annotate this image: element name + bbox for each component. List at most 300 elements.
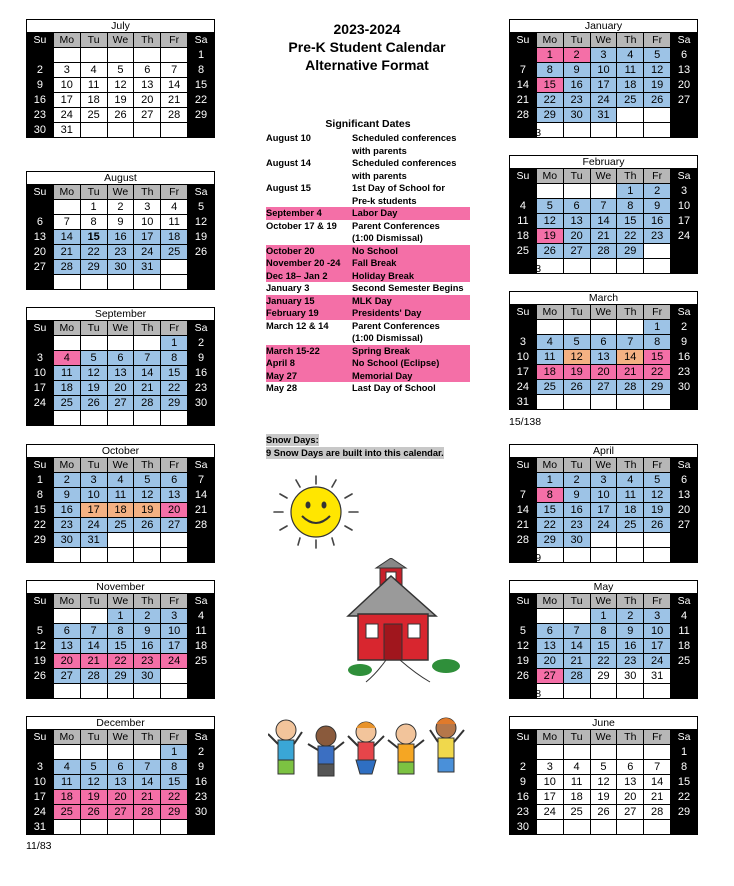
weekday-header: Su — [27, 730, 54, 745]
month-january — [509, 19, 698, 138]
day-cell: 5 — [80, 351, 107, 366]
weekday-header: We — [107, 185, 134, 200]
week-row — [27, 820, 215, 835]
event-row — [266, 232, 470, 245]
empty-cell — [53, 275, 80, 290]
month-july — [26, 19, 215, 138]
day-cell: 26 — [107, 108, 134, 123]
day-cell: 27 — [134, 108, 161, 123]
weekday-header: Fr — [161, 594, 188, 609]
day-cell: 30 — [188, 805, 215, 820]
weekday-header: Su — [510, 594, 537, 609]
event-row — [266, 157, 470, 170]
day-cell: 20 — [617, 790, 644, 805]
day-cell: 31 — [27, 820, 54, 835]
day-cell: 25 — [563, 805, 590, 820]
day-cell: 31 — [644, 669, 671, 684]
day-cell: 16 — [188, 775, 215, 790]
event-row — [266, 132, 470, 145]
weekday-header: Mo — [53, 458, 80, 473]
week-row — [27, 684, 215, 699]
day-cell: 8 — [161, 351, 188, 366]
day-cell: 21 — [53, 245, 80, 260]
day-cell: 1 — [536, 48, 563, 63]
empty-cell — [536, 820, 563, 835]
event-date: August 10 — [266, 133, 311, 143]
day-cell: 30 — [134, 669, 161, 684]
week-row — [510, 654, 698, 669]
week-row — [510, 518, 698, 533]
week-row — [27, 805, 215, 820]
ratio-january: 20/103 — [509, 127, 542, 139]
month-grid — [509, 168, 698, 274]
empty-cell — [161, 260, 188, 275]
day-cell: 3 — [510, 335, 537, 350]
day-cell: 27 — [617, 805, 644, 820]
empty-cell — [107, 820, 134, 835]
empty-cell — [80, 548, 107, 563]
empty-cell — [188, 275, 215, 290]
empty-cell — [80, 684, 107, 699]
empty-cell — [53, 48, 80, 63]
day-cell: 10 — [27, 366, 54, 381]
empty-cell — [134, 123, 161, 138]
week-row — [510, 790, 698, 805]
day-cell: 26 — [510, 669, 537, 684]
week-row — [27, 48, 215, 63]
day-cell: 10 — [590, 63, 617, 78]
weekday-header: We — [590, 730, 617, 745]
day-cell: 9 — [644, 199, 671, 214]
empty-cell — [53, 336, 80, 351]
weekday-header: Mo — [53, 321, 80, 336]
event-text: Presidents' Day — [352, 308, 422, 318]
week-row — [510, 669, 698, 684]
weekday-header: Su — [510, 169, 537, 184]
empty-cell — [134, 48, 161, 63]
day-cell: 8 — [671, 760, 698, 775]
empty-cell — [536, 320, 563, 335]
empty-cell — [161, 684, 188, 699]
empty-cell — [188, 669, 215, 684]
weekday-header: Su — [510, 730, 537, 745]
day-cell: 2 — [644, 184, 671, 199]
day-cell: 25 — [671, 654, 698, 669]
weekday-header: We — [107, 730, 134, 745]
day-cell: 8 — [188, 63, 215, 78]
empty-cell — [188, 411, 215, 426]
day-cell: 23 — [134, 654, 161, 669]
weekday-header: Su — [27, 321, 54, 336]
day-cell: 15 — [80, 230, 107, 245]
empty-cell — [161, 548, 188, 563]
weekday-header: We — [590, 169, 617, 184]
empty-cell — [53, 548, 80, 563]
week-row — [27, 336, 215, 351]
snow-days-heading: Snow Days: — [266, 435, 319, 445]
weekday-header: Mo — [536, 594, 563, 609]
week-row — [510, 624, 698, 639]
empty-cell — [510, 184, 537, 199]
day-cell: 22 — [161, 790, 188, 805]
day-cell: 22 — [536, 518, 563, 533]
empty-cell — [617, 123, 644, 138]
empty-cell — [536, 609, 563, 624]
day-cell: 12 — [644, 63, 671, 78]
weekday-header-row — [510, 458, 698, 473]
month-title: July — [26, 19, 215, 32]
empty-cell — [134, 820, 161, 835]
week-row — [27, 260, 215, 275]
day-cell: 15 — [617, 214, 644, 229]
day-cell: 25 — [161, 245, 188, 260]
weekday-header: Mo — [536, 730, 563, 745]
week-row — [27, 790, 215, 805]
day-cell: 4 — [617, 48, 644, 63]
week-row — [27, 351, 215, 366]
week-row — [510, 184, 698, 199]
weekday-header: Sa — [188, 33, 215, 48]
day-cell: 14 — [510, 503, 537, 518]
empty-cell — [134, 275, 161, 290]
day-cell: 5 — [188, 200, 215, 215]
day-cell: 10 — [80, 488, 107, 503]
ratio-august: 14 — [26, 279, 38, 291]
ratio-december: 11/83 — [26, 840, 52, 852]
weekday-header: Th — [134, 185, 161, 200]
day-cell: 15 — [536, 503, 563, 518]
weekday-header: Sa — [188, 730, 215, 745]
day-cell: 17 — [590, 78, 617, 93]
day-cell: 21 — [188, 503, 215, 518]
empty-cell — [188, 684, 215, 699]
day-cell: 5 — [80, 760, 107, 775]
ratio-september: 20/34 — [26, 415, 53, 427]
day-cell: 8 — [80, 215, 107, 230]
day-cell: 22 — [107, 654, 134, 669]
day-cell: 8 — [590, 624, 617, 639]
day-cell: 10 — [134, 215, 161, 230]
day-cell: 17 — [590, 503, 617, 518]
weekday-header: Mo — [53, 185, 80, 200]
day-cell: 19 — [80, 790, 107, 805]
empty-cell — [671, 395, 698, 410]
empty-cell — [617, 684, 644, 699]
day-cell: 7 — [134, 351, 161, 366]
week-row — [510, 78, 698, 93]
month-december — [26, 716, 215, 835]
month-grid — [509, 593, 698, 699]
day-cell: 28 — [510, 533, 537, 548]
event-date: April 8 — [266, 358, 295, 368]
empty-cell — [617, 259, 644, 274]
day-cell: 12 — [80, 775, 107, 790]
day-cell: 11 — [161, 215, 188, 230]
weekday-header: Fr — [161, 33, 188, 48]
day-cell: 5 — [563, 335, 590, 350]
day-cell: 22 — [671, 790, 698, 805]
day-cell: 30 — [188, 396, 215, 411]
day-cell: 3 — [644, 609, 671, 624]
event-text: Scheduled conferences — [352, 133, 457, 143]
empty-cell — [107, 548, 134, 563]
week-row — [27, 63, 215, 78]
day-cell: 17 — [644, 639, 671, 654]
day-cell: 29 — [107, 669, 134, 684]
day-cell: 7 — [590, 199, 617, 214]
day-cell: 22 — [188, 93, 215, 108]
day-cell: 4 — [80, 63, 107, 78]
weekday-header: We — [590, 305, 617, 320]
empty-cell — [161, 411, 188, 426]
weekday-header: Fr — [644, 458, 671, 473]
day-cell: 5 — [134, 473, 161, 488]
empty-cell — [590, 684, 617, 699]
day-cell: 12 — [563, 350, 590, 365]
day-cell: 27 — [563, 244, 590, 259]
empty-cell — [563, 820, 590, 835]
day-cell: 22 — [27, 518, 54, 533]
day-cell: 31 — [510, 395, 537, 410]
day-cell: 23 — [27, 108, 54, 123]
empty-cell — [161, 533, 188, 548]
day-cell: 2 — [617, 609, 644, 624]
week-row — [510, 335, 698, 350]
empty-cell — [53, 411, 80, 426]
day-cell: 19 — [644, 503, 671, 518]
day-cell: 20 — [27, 245, 54, 260]
month-title: April — [509, 444, 698, 457]
day-cell: 5 — [536, 199, 563, 214]
month-june — [509, 716, 698, 835]
empty-cell — [80, 609, 107, 624]
day-cell: 13 — [53, 639, 80, 654]
week-row — [510, 244, 698, 259]
empty-cell — [563, 184, 590, 199]
day-cell: 11 — [617, 488, 644, 503]
empty-cell — [563, 320, 590, 335]
week-row — [510, 199, 698, 214]
week-row — [27, 775, 215, 790]
month-title: September — [26, 307, 215, 320]
weekday-header-row — [27, 594, 215, 609]
day-cell: 20 — [134, 93, 161, 108]
empty-cell — [644, 745, 671, 760]
month-title: August — [26, 171, 215, 184]
day-cell: 17 — [53, 93, 80, 108]
day-cell: 30 — [510, 820, 537, 835]
day-cell: 26 — [27, 669, 54, 684]
event-row — [266, 170, 470, 183]
week-row — [510, 63, 698, 78]
month-grid — [26, 320, 215, 426]
empty-cell — [563, 609, 590, 624]
day-cell: 29 — [617, 244, 644, 259]
day-cell: 13 — [107, 775, 134, 790]
month-grid — [26, 729, 215, 835]
day-cell: 5 — [27, 624, 54, 639]
day-cell: 10 — [536, 775, 563, 790]
weekday-header: Sa — [188, 458, 215, 473]
day-cell: 20 — [107, 381, 134, 396]
day-cell: 30 — [27, 123, 54, 138]
empty-cell — [161, 275, 188, 290]
day-cell: 15 — [671, 775, 698, 790]
weekday-header: Tu — [80, 730, 107, 745]
day-cell: 14 — [161, 78, 188, 93]
day-cell: 25 — [510, 244, 537, 259]
event-text: Parent Conferences — [352, 320, 440, 331]
weekday-header: We — [590, 594, 617, 609]
month-title: December — [26, 716, 215, 729]
month-grid — [26, 32, 215, 138]
day-cell: 18 — [510, 229, 537, 244]
day-cell: 13 — [590, 350, 617, 365]
day-cell: 18 — [563, 790, 590, 805]
weekday-header: Fr — [161, 458, 188, 473]
day-cell: 7 — [644, 760, 671, 775]
week-row — [510, 488, 698, 503]
weekday-header: Su — [510, 305, 537, 320]
empty-cell — [671, 684, 698, 699]
weekday-header: Mo — [53, 594, 80, 609]
event-text: Spring Break — [352, 345, 410, 356]
day-cell: 21 — [134, 381, 161, 396]
day-cell: 29 — [27, 533, 54, 548]
day-cell: 8 — [644, 335, 671, 350]
empty-cell — [510, 745, 537, 760]
day-cell: 18 — [671, 639, 698, 654]
day-cell: 17 — [161, 639, 188, 654]
month-february — [509, 155, 698, 274]
month-november — [26, 580, 215, 699]
day-cell: 3 — [80, 473, 107, 488]
empty-cell — [27, 609, 54, 624]
event-row — [266, 295, 470, 308]
day-cell: 21 — [644, 790, 671, 805]
day-cell: 25 — [617, 518, 644, 533]
day-cell: 23 — [671, 365, 698, 380]
empty-cell — [27, 336, 54, 351]
event-text: Last Day of School — [352, 383, 436, 393]
calendar-title — [250, 20, 484, 74]
day-cell: 27 — [107, 396, 134, 411]
empty-cell — [188, 533, 215, 548]
day-cell: 15 — [107, 639, 134, 654]
week-row — [27, 381, 215, 396]
week-row — [510, 380, 698, 395]
weekday-header-row — [27, 185, 215, 200]
event-date: January 3 — [266, 283, 310, 293]
empty-cell — [671, 548, 698, 563]
empty-cell — [107, 48, 134, 63]
event-text: No School (Eclipse) — [352, 358, 440, 368]
day-cell: 3 — [590, 48, 617, 63]
weekday-header-row — [510, 33, 698, 48]
day-cell: 18 — [161, 230, 188, 245]
day-cell: 1 — [590, 609, 617, 624]
day-cell: 25 — [536, 380, 563, 395]
weekday-header: Th — [134, 458, 161, 473]
day-cell: 15 — [536, 78, 563, 93]
week-row — [27, 123, 215, 138]
weekday-header: Sa — [671, 169, 698, 184]
day-cell: 23 — [563, 93, 590, 108]
event-row — [266, 370, 470, 383]
day-cell: 23 — [563, 518, 590, 533]
day-cell: 22 — [617, 229, 644, 244]
day-cell: 30 — [671, 380, 698, 395]
day-cell: 15 — [27, 503, 54, 518]
day-cell: 20 — [671, 503, 698, 518]
empty-cell — [617, 320, 644, 335]
empty-cell — [671, 820, 698, 835]
day-cell: 11 — [671, 624, 698, 639]
day-cell: 7 — [188, 473, 215, 488]
snow-days-text: 9 Snow Days are built into this calendar. — [266, 448, 444, 458]
day-cell: 2 — [563, 48, 590, 63]
day-cell: 22 — [161, 381, 188, 396]
empty-cell — [188, 820, 215, 835]
day-cell: 19 — [134, 503, 161, 518]
day-cell: 6 — [617, 760, 644, 775]
weekday-header-row — [27, 33, 215, 48]
weekday-header: Sa — [671, 33, 698, 48]
weekday-header: Th — [617, 169, 644, 184]
day-cell: 29 — [80, 260, 107, 275]
event-date: Dec 18– Jan 2 — [266, 270, 328, 281]
week-row — [27, 411, 215, 426]
event-date: January 15 — [266, 295, 315, 306]
weekday-header: Sa — [188, 321, 215, 336]
month-grid — [509, 729, 698, 835]
empty-cell — [617, 820, 644, 835]
day-cell: 9 — [188, 351, 215, 366]
empty-cell — [107, 123, 134, 138]
day-cell: 14 — [188, 488, 215, 503]
day-cell: 23 — [53, 518, 80, 533]
week-row — [27, 78, 215, 93]
week-row — [27, 396, 215, 411]
empty-cell — [161, 48, 188, 63]
empty-cell — [617, 533, 644, 548]
empty-cell — [563, 123, 590, 138]
day-cell: 12 — [80, 366, 107, 381]
day-cell: 9 — [510, 775, 537, 790]
day-cell: 1 — [80, 200, 107, 215]
ratio-may: 19/178 — [509, 688, 542, 700]
week-row — [27, 669, 215, 684]
day-cell: 29 — [644, 380, 671, 395]
day-cell: 6 — [134, 63, 161, 78]
day-cell: 15 — [161, 366, 188, 381]
day-cell: 28 — [134, 396, 161, 411]
empty-cell — [536, 184, 563, 199]
empty-cell — [671, 259, 698, 274]
day-cell: 11 — [188, 624, 215, 639]
empty-cell — [644, 259, 671, 274]
day-cell: 16 — [644, 214, 671, 229]
empty-cell — [617, 745, 644, 760]
empty-cell — [617, 548, 644, 563]
day-cell: 11 — [80, 78, 107, 93]
weekday-header: Tu — [563, 33, 590, 48]
empty-cell — [107, 411, 134, 426]
week-row — [27, 108, 215, 123]
empty-cell — [134, 336, 161, 351]
day-cell: 12 — [510, 639, 537, 654]
weekday-header-row — [510, 305, 698, 320]
